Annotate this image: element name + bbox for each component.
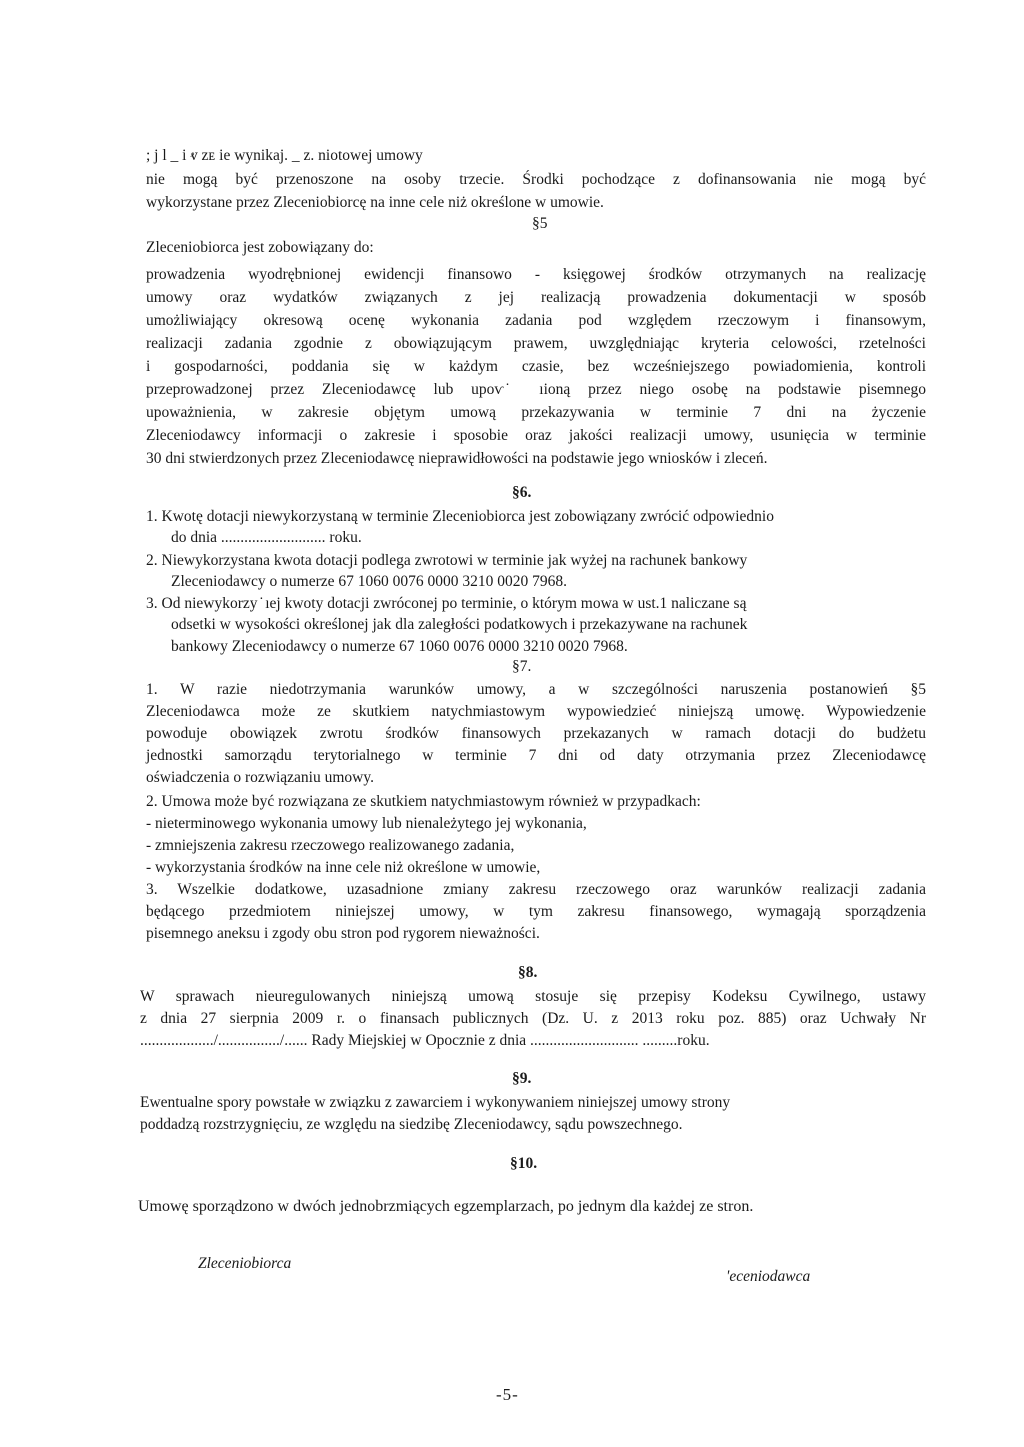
section-5-line-2: umowy oraz wydatków związanych z jej realizacją prowadzenia dokumentacji w sposób xyxy=(146,289,926,306)
section-7-line-10: 3. Wszelkie dodatkowe, uzasadnione zmiany zakresu rzeczowego oraz warunków realizacji zadania xyxy=(146,881,926,898)
section-8-line-3: .................../................/...... Rady Miejskiej w Opocznie z dnia ............................ .........roku. xyxy=(140,1032,710,1049)
section-7-line-3: powoduje obowiązek zwrotu środków finansowych przekazanych w ramach dotacji do budżetu xyxy=(146,725,926,742)
section-6-item-2-line-1: 2. Niewykorzystana kwota dotacji podlega zwrotowi w terminie jak wyżej na rachunek bankowy xyxy=(146,552,748,569)
section-5-heading: §5 xyxy=(532,215,548,232)
section-8-heading: §8. xyxy=(518,964,538,981)
paragraph-top-line-2: nie mogą być przenoszone na osoby trzecie. Środki pochodzące z dofinansowania nie mogą być xyxy=(146,171,926,188)
section-5-line-6: przeprowadzonej przez Zleceniodawcę lub upoⱱ ̇ ıioną przez niego osobę na podstawie pisemnego xyxy=(146,381,926,398)
section-9-line-1: Ewentualne spory powstałe w związku z zawarciem i wykonywaniem niniejszej umowy strony xyxy=(140,1094,731,1111)
section-6-item-3-line-3: bankowy Zleceniodawcy o numerze 67 1060 0076 0000 3210 0020 7968. xyxy=(171,638,628,655)
section-6-item-3-line-1: 3. Od niewykorzy ̇ ıej kwoty dotacji zwróconej po terminie, o którym mowa w ust.1 naliczane są xyxy=(146,595,747,612)
section-6-item-1-line-2: do dnia ........................... roku. xyxy=(171,529,362,546)
section-7-line-1: 1. W razie niedotrzymania warunków umowy, a w szczególności naruszenia postanowień §5 xyxy=(146,681,926,698)
section-5-intro: Zleceniobiorca jest zobowiązany do: xyxy=(146,239,374,256)
section-7-line-11: będącego przedmiotem niniejszej umowy, w tym zakresu finansowego, wymagają sporządzenia xyxy=(146,903,926,920)
signature-left-label: Zleceniobiorca xyxy=(198,1255,292,1272)
paragraph-top-line-1: ; j l _ i ⱴ zᴇ ie wynikaj. _ z. niotowej umowy xyxy=(146,147,423,164)
paragraph-top-line-3: wykorzystane przez Zleceniobiorcę na inne cele niż określone w umowie. xyxy=(146,194,604,211)
section-7-line-5: oświadczenia o rozwiązaniu umowy. xyxy=(146,769,374,786)
section-5-line-5: i gospodarności, poddania się w każdym czasie, bez wcześniejszego powiadomienia, kontroli xyxy=(146,358,926,375)
section-8-line-2: z dnia 27 sierpnia 2009 r. o finansach publicznych (Dz. U. z 2013 roku poz. 885) oraz Uchwały Nr xyxy=(140,1010,926,1027)
section-6-heading: §6. xyxy=(512,484,532,501)
section-7-line-7: - nieterminowego wykonania umowy lub nienależytego jej wykonania, xyxy=(146,815,587,832)
section-8-line-1: W sprawach nieuregulowanych niniejszą umową stosuje się przepisy Kodeksu Cywilnego, ustawy xyxy=(140,988,926,1005)
section-5-line-4: realizacji zadania zgodnie z obowiązującym prawem, uwzględniając kryteria celowości, rzetelności xyxy=(146,335,926,352)
section-5-line-1: prowadzenia wyodrębnionej ewidencji finansowo - księgowej środków otrzymanych na realizację xyxy=(146,266,926,283)
section-9-line-2: poddadzą rozstrzygnięciu, ze względu na siedzibę Zleceniodawcy, sądu powszechnego. xyxy=(140,1116,683,1133)
section-7-line-2: Zleceniodawca może ze skutkiem natychmiastowym wypowiedzieć niniejszą umowę. Wypowiedzenie xyxy=(146,703,926,720)
section-10-heading: §10. xyxy=(510,1155,538,1172)
section-5-line-9: 30 dni stwierdzonych przez Zleceniodawcę nieprawidłowości na podstawie jego wniosków i zleceń. xyxy=(146,450,768,467)
section-5-line-7: upoważnienia, w zakresie objętym umową przekazywania w terminie 7 dni na życzenie xyxy=(146,404,926,421)
section-7-line-6: 2. Umowa może być rozwiązana ze skutkiem natychmiastowym również w przypadkach: xyxy=(146,793,701,810)
section-6-item-2-line-2: Zleceniodawcy o numerze 67 1060 0076 0000 3210 0020 7968. xyxy=(171,573,568,590)
section-7-line-12: pisemnego aneksu i zgody obu stron pod rygorem nieważności. xyxy=(146,925,540,942)
section-10-text: Umowę sporządzono w dwóch jednobrzmiących egzemplarzach, po jednym dla każdej ze stron. xyxy=(138,1198,754,1215)
signature-right-label: 'eceniodawca xyxy=(726,1268,811,1285)
section-5-line-8: Zleceniodawcy informacji o zakresie i sposobie oraz jakości realizacji umowy, usunięcia w terminie xyxy=(146,427,926,444)
section-7-heading: §7. xyxy=(512,658,532,675)
section-7-line-9: - wykorzystania środków na inne cele niż określone w umowie, xyxy=(146,859,541,876)
section-6-item-1-line-1: 1. Kwotę dotacji niewykorzystaną w terminie Zleceniobiorca jest zobowiązany zwrócić odpowiednio xyxy=(146,508,774,525)
section-5-line-3: umożliwiający okresową ocenę wykonania zadania pod względem rzeczowym i finansowym, xyxy=(146,312,926,329)
section-9-heading: §9. xyxy=(512,1070,532,1087)
section-7-line-8: - zmniejszenia zakresu rzeczowego realizowanego zadania, xyxy=(146,837,515,854)
section-6-item-3-line-2: odsetki w wysokości określonej jak dla zaległości podatkowych i przekazywane na rachunek xyxy=(171,616,748,633)
section-7-line-4: jednostki samorządu terytorialnego w terminie 7 dni od daty otrzymania przez Zleceniodawcę xyxy=(146,747,926,764)
page-number: -5- xyxy=(496,1385,519,1404)
